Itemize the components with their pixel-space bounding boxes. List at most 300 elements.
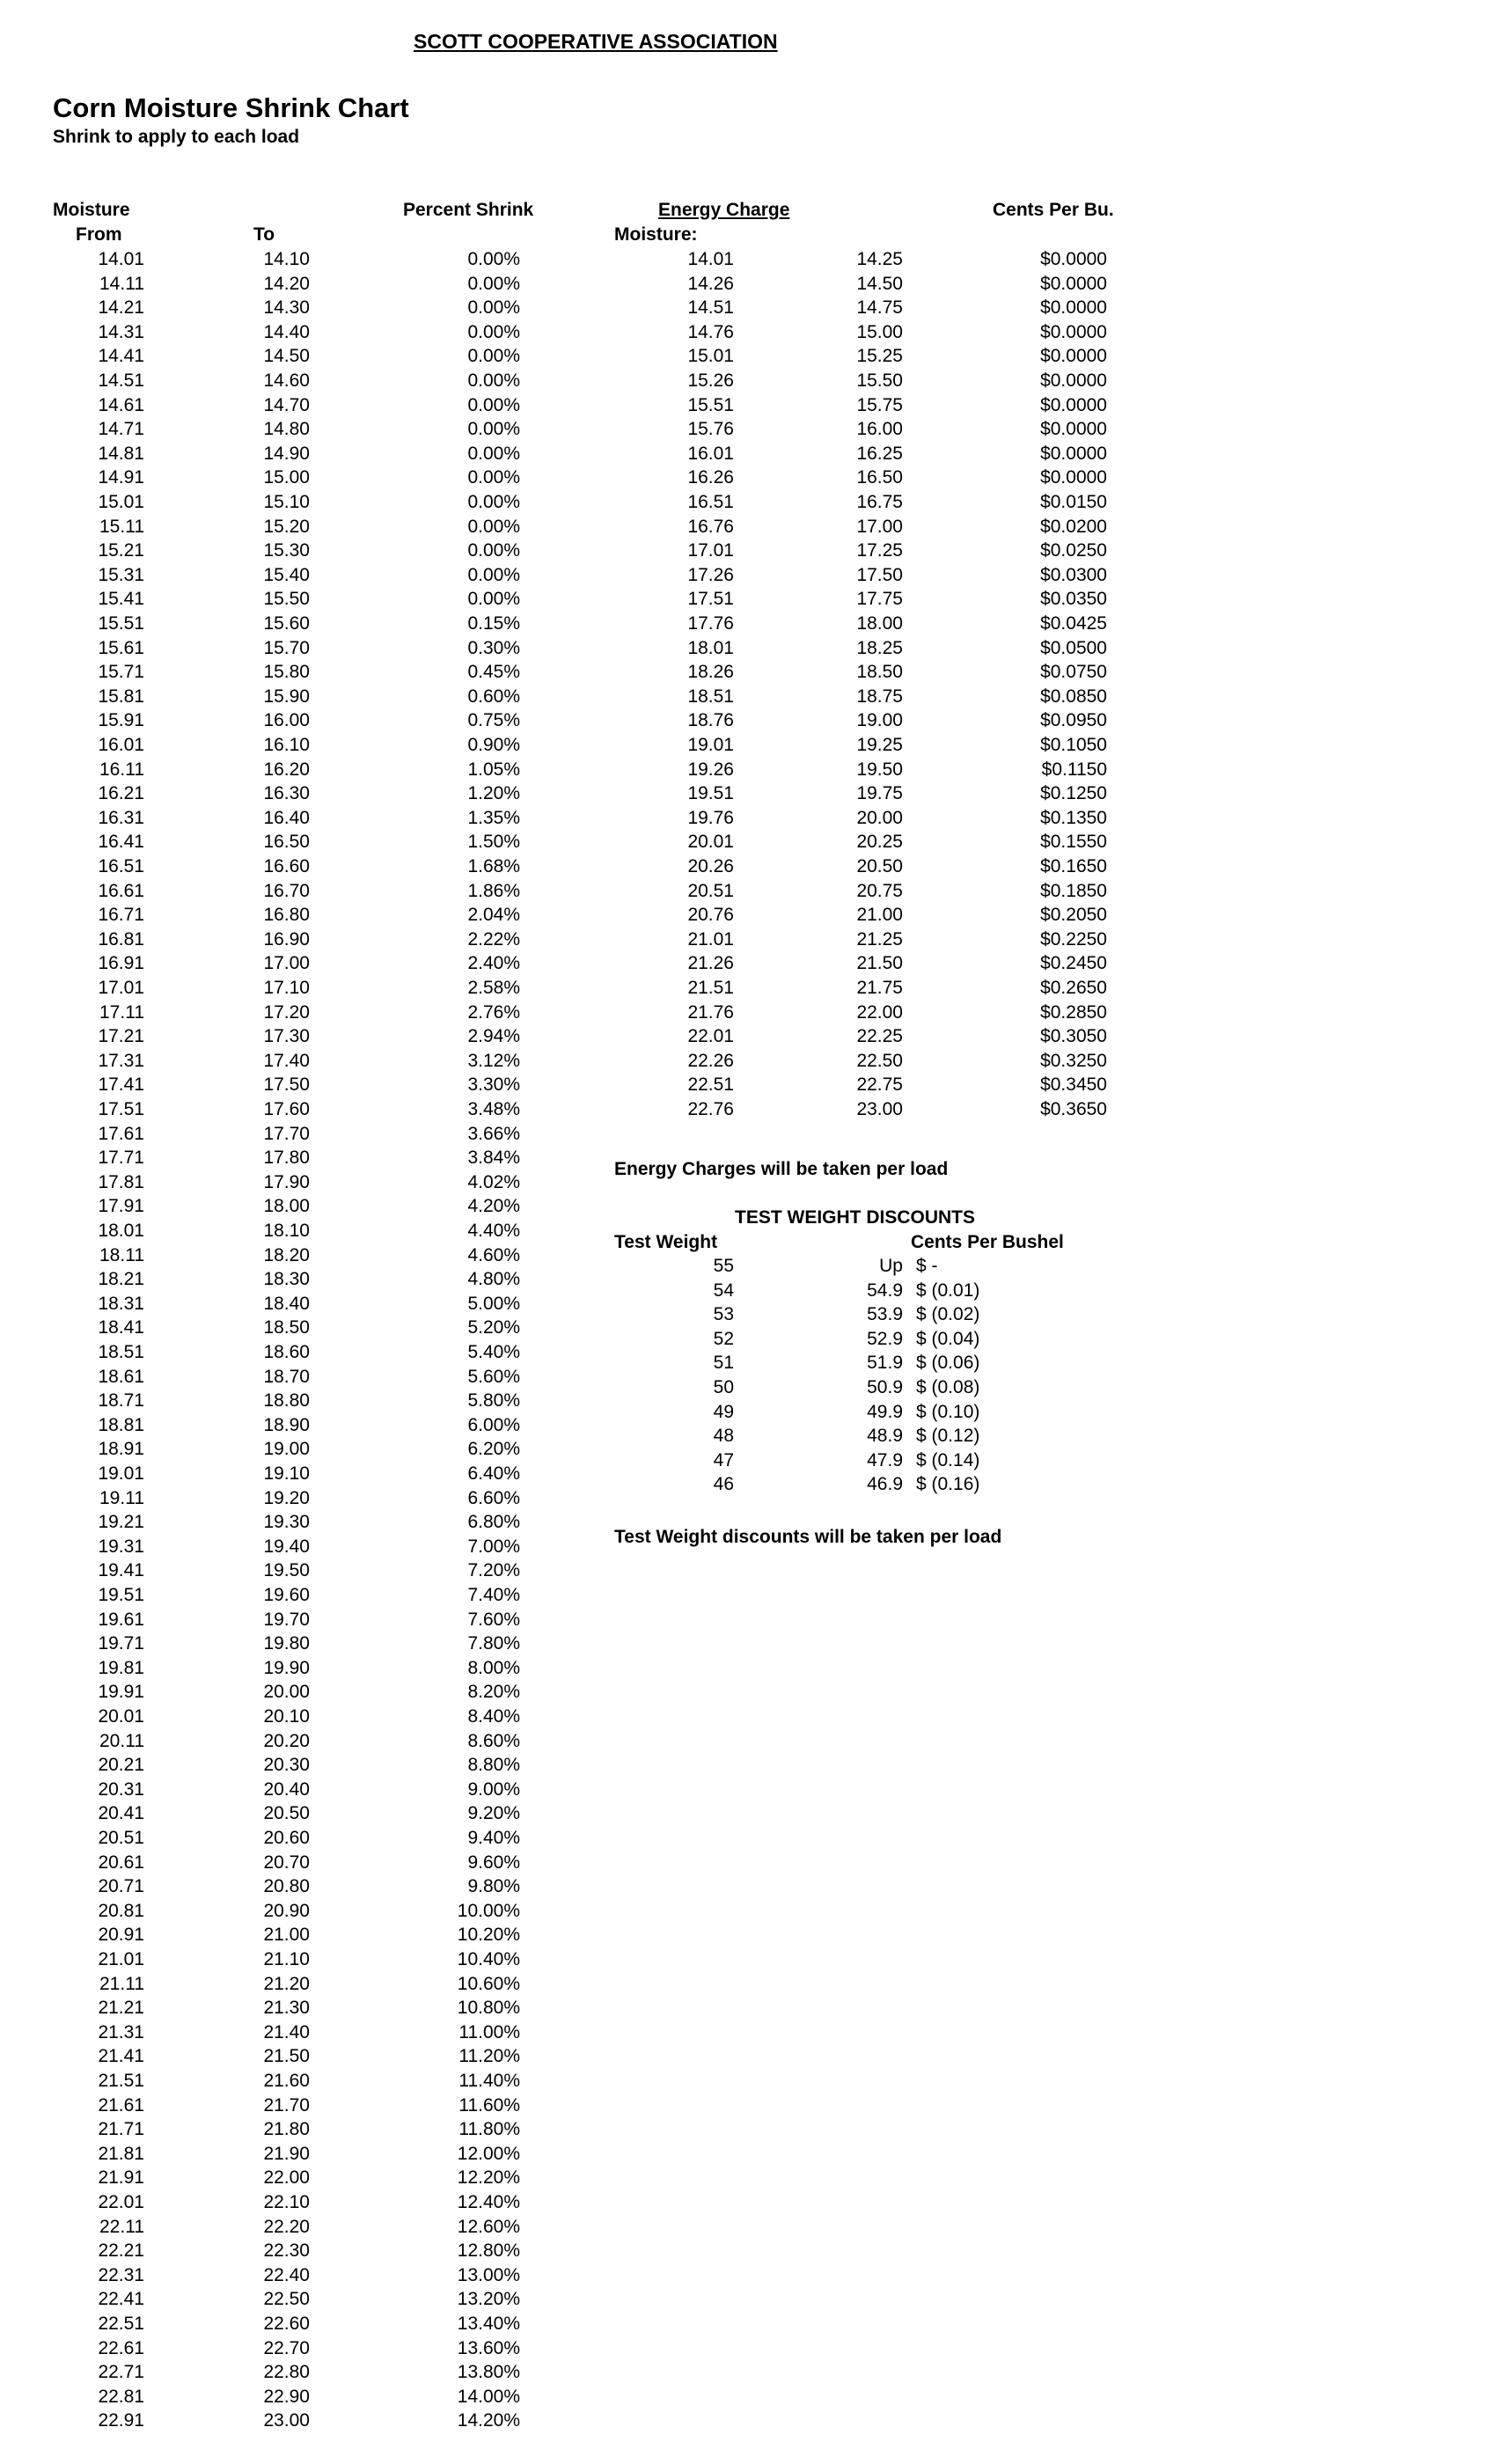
shrink-row-cell: 21.60 xyxy=(263,2071,310,2091)
shrink-row-cell: 18.90 xyxy=(263,1414,310,1435)
shrink-row-cell: 18.81 xyxy=(98,1414,144,1435)
tw-row-cell: 46 xyxy=(713,1474,734,1495)
shrink-row-cell: 22.70 xyxy=(263,2337,310,2358)
energy-row-cell: 19.51 xyxy=(687,783,734,804)
shrink-row-cell: 14.00% xyxy=(457,2386,520,2407)
shrink-row-cell: 15.71 xyxy=(98,662,144,683)
energy-row-cell: $0.1650 xyxy=(1040,856,1107,876)
tw-row-cell: 47 xyxy=(713,1449,734,1470)
energy-row-cell: $0.3250 xyxy=(1040,1050,1107,1071)
shrink-row-cell: 22.20 xyxy=(263,2216,310,2237)
shrink-row-cell: 5.40% xyxy=(467,1342,520,1362)
energy-row-cell: 21.76 xyxy=(687,1001,734,1023)
shrink-row-cell: 14.80 xyxy=(263,419,310,440)
shrink-row-cell: 15.20 xyxy=(263,516,310,537)
shrink-row-cell: 22.31 xyxy=(98,2264,144,2285)
shrink-row-cell: 4.20% xyxy=(467,1196,520,1217)
shrink-row-cell: 19.61 xyxy=(98,1609,144,1630)
energy-row-cell: 23.00 xyxy=(856,1099,903,1119)
shrink-row-cell: 16.50 xyxy=(263,832,310,853)
energy-row-cell: 15.25 xyxy=(856,346,903,367)
shrink-row-cell: 15.51 xyxy=(98,613,144,634)
energy-row-cell: $0.0000 xyxy=(1040,346,1107,367)
shrink-row-cell: 15.10 xyxy=(263,492,310,512)
shrink-row-cell: 15.40 xyxy=(263,564,310,585)
shrink-row-cell: 17.70 xyxy=(263,1123,310,1144)
shrink-row-cell: 20.91 xyxy=(98,1925,144,1946)
shrink-row-cell: 0.00% xyxy=(467,273,520,294)
shrink-row-cell: 8.60% xyxy=(467,1730,520,1751)
tw-row-cell: 52.9 xyxy=(867,1328,903,1349)
shrink-row-cell: 15.11 xyxy=(99,516,144,537)
energy-row-cell: 17.26 xyxy=(687,564,734,585)
shrink-header-percent: Percent Shrink xyxy=(403,200,534,220)
test-weight-header-weight: Test Weight xyxy=(614,1232,718,1252)
shrink-row-cell: 14.30 xyxy=(263,297,310,319)
shrink-row-cell: 15.90 xyxy=(263,686,310,707)
shrink-row-cell: 4.60% xyxy=(467,1244,520,1265)
tw-row-cell: $ (0.16) xyxy=(916,1474,980,1495)
energy-row-cell: 20.25 xyxy=(856,832,903,853)
shrink-header-from: From xyxy=(76,224,122,245)
tw-row-cell: $ - xyxy=(916,1256,938,1276)
shrink-row-cell: 22.61 xyxy=(98,2337,144,2358)
shrink-row-cell: 15.30 xyxy=(263,540,310,561)
shrink-row-cell: 22.01 xyxy=(98,2192,144,2212)
shrink-row-cell: 18.80 xyxy=(263,1390,310,1412)
energy-row-cell: 15.75 xyxy=(856,394,903,415)
shrink-row-cell: 22.40 xyxy=(263,2264,310,2285)
shrink-row-cell: 21.00 xyxy=(263,1925,310,1946)
energy-row-cell: 21.50 xyxy=(856,953,903,974)
shrink-row-cell: 20.11 xyxy=(99,1730,144,1751)
test-weight-title: TEST WEIGHT DISCOUNTS xyxy=(735,1207,975,1228)
energy-row-cell: $0.0500 xyxy=(1040,637,1107,658)
tw-row-cell: 46.9 xyxy=(867,1474,903,1495)
energy-row-cell: $0.0425 xyxy=(1040,613,1107,634)
shrink-row-cell: 1.50% xyxy=(467,832,520,853)
shrink-row-cell: 19.71 xyxy=(98,1633,144,1654)
shrink-row-cell: 19.51 xyxy=(98,1585,144,1605)
shrink-row-cell: 7.80% xyxy=(467,1633,520,1654)
shrink-row-cell: 4.80% xyxy=(467,1269,520,1290)
shrink-row-cell: 21.40 xyxy=(263,2021,310,2042)
shrink-row-cell: 13.20% xyxy=(457,2289,520,2310)
shrink-row-cell: 22.10 xyxy=(263,2192,310,2212)
tw-row-cell: $ (0.01) xyxy=(916,1280,980,1301)
shrink-row-cell: 20.20 xyxy=(263,1730,310,1751)
shrink-row-cell: 17.51 xyxy=(98,1099,144,1119)
shrink-row-cell: 22.51 xyxy=(98,2314,144,2334)
energy-row-cell: $0.2250 xyxy=(1040,928,1107,950)
shrink-row-cell: 17.61 xyxy=(98,1123,144,1144)
shrink-row-cell: 16.20 xyxy=(263,759,310,780)
shrink-row-cell: 0.00% xyxy=(467,443,520,464)
shrink-row-cell: 16.30 xyxy=(263,783,310,804)
shrink-row-cell: 13.80% xyxy=(457,2362,520,2383)
shrink-row-cell: 16.00 xyxy=(263,710,310,731)
energy-row-cell: 18.75 xyxy=(856,686,903,707)
shrink-row-cell: 18.10 xyxy=(263,1221,310,1241)
energy-row-cell: $0.3650 xyxy=(1040,1099,1107,1119)
shrink-row-cell: 19.40 xyxy=(263,1536,310,1557)
energy-row-cell: 16.26 xyxy=(687,467,734,488)
shrink-row-cell: 0.90% xyxy=(467,735,520,755)
energy-row-cell: $0.0000 xyxy=(1040,394,1107,415)
energy-row-cell: 16.51 xyxy=(687,492,734,512)
energy-row-cell: 21.00 xyxy=(856,905,903,926)
shrink-row-cell: 8.00% xyxy=(467,1657,520,1678)
shrink-row-cell: 21.91 xyxy=(98,2167,144,2189)
shrink-row-cell: 20.21 xyxy=(98,1755,144,1776)
shrink-row-cell: 18.21 xyxy=(98,1269,144,1290)
shrink-row-cell: 0.00% xyxy=(467,249,520,269)
energy-row-cell: 17.51 xyxy=(687,589,734,610)
shrink-header-moisture: Moisture xyxy=(53,200,130,220)
shrink-row-cell: 22.71 xyxy=(98,2362,144,2383)
shrink-row-cell: 16.21 xyxy=(98,783,144,804)
shrink-row-cell: 14.81 xyxy=(98,443,144,464)
shrink-row-cell: 1.86% xyxy=(467,880,520,901)
page-subtitle: Shrink to apply to each load xyxy=(53,127,300,147)
tw-row-cell: $ (0.02) xyxy=(916,1304,980,1325)
shrink-row-cell: 5.80% xyxy=(467,1390,520,1412)
shrink-row-cell: 14.31 xyxy=(98,321,144,342)
shrink-row-cell: 12.80% xyxy=(457,2240,520,2262)
shrink-row-cell: 21.71 xyxy=(98,2119,144,2140)
shrink-row-cell: 2.58% xyxy=(467,978,520,998)
shrink-row-cell: 22.11 xyxy=(99,2216,144,2237)
shrink-row-cell: 18.30 xyxy=(263,1269,310,1290)
shrink-row-cell: 12.20% xyxy=(457,2167,520,2189)
energy-row-cell: 20.76 xyxy=(687,905,734,926)
energy-moisture-label: Moisture: xyxy=(614,224,698,245)
shrink-row-cell: 19.21 xyxy=(98,1512,144,1533)
energy-row-cell: $0.0000 xyxy=(1040,467,1107,488)
energy-header-cents: Cents Per Bu. xyxy=(993,200,1114,220)
energy-row-cell: $0.0850 xyxy=(1040,686,1107,707)
energy-row-cell: 18.26 xyxy=(687,662,734,683)
shrink-row-cell: 6.20% xyxy=(467,1439,520,1460)
shrink-row-cell: 14.71 xyxy=(98,419,144,440)
shrink-row-cell: 17.30 xyxy=(263,1026,310,1047)
test-weight-header-cents: Cents Per Bushel xyxy=(911,1232,1064,1252)
energy-row-cell: 16.76 xyxy=(687,516,734,537)
shrink-row-cell: 14.40 xyxy=(263,321,310,342)
tw-row-cell: $ (0.10) xyxy=(916,1401,980,1422)
shrink-row-cell: 18.11 xyxy=(99,1244,144,1265)
shrink-row-cell: 21.50 xyxy=(263,2046,310,2067)
shrink-row-cell: 11.60% xyxy=(458,2094,520,2116)
shrink-row-cell: 13.60% xyxy=(457,2337,520,2358)
energy-row-cell: 22.75 xyxy=(856,1074,903,1096)
shrink-row-cell: 18.71 xyxy=(98,1390,144,1412)
tw-row-cell: Up xyxy=(879,1256,903,1276)
tw-row-cell: 53 xyxy=(713,1304,734,1325)
shrink-row-cell: 19.11 xyxy=(99,1487,144,1508)
shrink-row-cell: 15.70 xyxy=(263,637,310,658)
shrink-row-cell: 22.21 xyxy=(98,2240,144,2262)
shrink-row-cell: 14.10 xyxy=(263,249,310,269)
shrink-row-cell: 18.50 xyxy=(263,1317,310,1338)
shrink-row-cell: 10.40% xyxy=(457,1949,520,1969)
shrink-row-cell: 2.04% xyxy=(467,905,520,926)
shrink-row-cell: 16.70 xyxy=(263,880,310,901)
shrink-row-cell: 16.31 xyxy=(98,807,144,828)
energy-header: Energy Charge xyxy=(658,200,790,220)
shrink-row-cell: 21.10 xyxy=(263,1949,310,1969)
shrink-row-cell: 0.00% xyxy=(467,394,520,415)
shrink-row-cell: 14.01 xyxy=(98,249,144,269)
shrink-row-cell: 20.60 xyxy=(263,1828,310,1848)
energy-row-cell: 21.75 xyxy=(856,978,903,998)
shrink-row-cell: 16.90 xyxy=(263,928,310,950)
organization-name: SCOTT COOPERATIVE ASSOCIATION xyxy=(414,30,778,53)
shrink-row-cell: 16.01 xyxy=(98,735,144,755)
shrink-row-cell: 0.00% xyxy=(467,492,520,512)
shrink-row-cell: 18.61 xyxy=(98,1366,144,1387)
energy-row-cell: 14.76 xyxy=(687,321,734,342)
shrink-row-cell: 20.31 xyxy=(98,1778,144,1800)
shrink-row-cell: 14.61 xyxy=(98,394,144,415)
energy-row-cell: 22.01 xyxy=(687,1026,734,1047)
tw-row-cell: 48.9 xyxy=(867,1426,903,1447)
shrink-row-cell: 2.22% xyxy=(467,928,520,950)
shrink-row-cell: 20.01 xyxy=(98,1706,144,1727)
energy-row-cell: 19.50 xyxy=(856,759,903,780)
shrink-row-cell: 21.61 xyxy=(98,2094,144,2116)
shrink-row-cell: 16.91 xyxy=(98,953,144,974)
energy-row-cell: $0.1150 xyxy=(1041,759,1107,780)
energy-row-cell: $0.3450 xyxy=(1040,1074,1107,1096)
shrink-row-cell: 19.00 xyxy=(263,1439,310,1460)
energy-row-cell: $0.1250 xyxy=(1040,783,1107,804)
shrink-row-cell: 0.30% xyxy=(467,637,520,658)
energy-row-cell: 15.01 xyxy=(687,346,734,367)
shrink-row-cell: 21.30 xyxy=(263,1998,310,2019)
shrink-row-cell: 22.91 xyxy=(98,2410,144,2431)
tw-row-cell: 47.9 xyxy=(867,1449,903,1470)
shrink-row-cell: 20.70 xyxy=(263,1852,310,1873)
shrink-row-cell: 0.00% xyxy=(467,419,520,440)
shrink-row-cell: 19.50 xyxy=(263,1560,310,1581)
energy-row-cell: 20.51 xyxy=(687,880,734,901)
shrink-row-cell: 6.40% xyxy=(467,1463,520,1484)
shrink-row-cell: 21.90 xyxy=(263,2143,310,2164)
shrink-row-cell: 9.60% xyxy=(467,1852,520,1873)
shrink-row-cell: 3.84% xyxy=(467,1148,520,1169)
shrink-row-cell: 0.00% xyxy=(467,589,520,610)
energy-row-cell: $0.0750 xyxy=(1040,662,1107,683)
shrink-row-cell: 21.81 xyxy=(98,2143,144,2164)
shrink-row-cell: 19.01 xyxy=(98,1463,144,1484)
shrink-row-cell: 6.00% xyxy=(467,1414,520,1435)
shrink-row-cell: 20.41 xyxy=(98,1803,144,1824)
energy-row-cell: $0.0000 xyxy=(1040,297,1107,319)
shrink-row-cell: 15.91 xyxy=(98,710,144,731)
shrink-row-cell: 14.20% xyxy=(457,2410,520,2431)
energy-row-cell: 22.00 xyxy=(856,1001,903,1023)
shrink-row-cell: 11.40% xyxy=(458,2071,520,2091)
shrink-row-cell: 0.00% xyxy=(467,370,520,391)
shrink-row-cell: 20.50 xyxy=(263,1803,310,1824)
shrink-header-to: To xyxy=(253,224,275,245)
energy-row-cell: 18.01 xyxy=(687,637,734,658)
energy-row-cell: 14.75 xyxy=(856,297,903,319)
shrink-row-cell: 10.80% xyxy=(457,1998,520,2019)
shrink-row-cell: 12.60% xyxy=(457,2216,520,2237)
energy-row-cell: 15.00 xyxy=(856,321,903,342)
shrink-row-cell: 17.60 xyxy=(263,1099,310,1119)
shrink-row-cell: 14.51 xyxy=(98,370,144,391)
shrink-row-cell: 7.00% xyxy=(467,1536,520,1557)
energy-row-cell: 18.51 xyxy=(687,686,734,707)
energy-row-cell: 15.26 xyxy=(687,370,734,391)
shrink-row-cell: 21.31 xyxy=(98,2021,144,2042)
energy-row-cell: 18.50 xyxy=(856,662,903,683)
shrink-row-cell: 19.70 xyxy=(263,1609,310,1630)
shrink-row-cell: 14.41 xyxy=(98,346,144,367)
energy-row-cell: 14.50 xyxy=(856,273,903,294)
shrink-row-cell: 15.81 xyxy=(98,686,144,707)
tw-row-cell: 54.9 xyxy=(867,1280,903,1301)
shrink-row-cell: 16.81 xyxy=(98,928,144,950)
shrink-row-cell: 19.81 xyxy=(98,1657,144,1678)
shrink-row-cell: 0.00% xyxy=(467,297,520,319)
shrink-row-cell: 22.80 xyxy=(263,2362,310,2383)
shrink-row-cell: 22.90 xyxy=(263,2386,310,2407)
energy-row-cell: 21.51 xyxy=(687,978,734,998)
shrink-row-cell: 20.00 xyxy=(263,1682,310,1703)
shrink-row-cell: 17.20 xyxy=(263,1001,310,1023)
shrink-row-cell: 14.11 xyxy=(99,273,144,294)
tw-row-cell: 53.9 xyxy=(867,1304,903,1325)
energy-row-cell: 18.25 xyxy=(856,637,903,658)
energy-row-cell: 16.25 xyxy=(856,443,903,464)
energy-row-cell: 14.51 xyxy=(687,297,734,319)
energy-row-cell: $0.0000 xyxy=(1040,249,1107,269)
energy-row-cell: 20.50 xyxy=(856,856,903,876)
shrink-row-cell: 3.12% xyxy=(467,1050,520,1071)
energy-row-cell: 18.00 xyxy=(856,613,903,634)
tw-row-cell: 49.9 xyxy=(867,1401,903,1422)
shrink-row-cell: 12.40% xyxy=(457,2192,520,2212)
energy-row-cell: 22.50 xyxy=(856,1050,903,1071)
shrink-row-cell: 15.00 xyxy=(263,467,310,488)
energy-row-cell: 20.26 xyxy=(687,856,734,876)
energy-note: Energy Charges will be taken per load xyxy=(614,1159,949,1179)
shrink-row-cell: 22.60 xyxy=(263,2314,310,2334)
energy-row-cell: 16.01 xyxy=(687,443,734,464)
energy-row-cell: $0.2450 xyxy=(1040,953,1107,974)
shrink-row-cell: 0.45% xyxy=(467,662,520,683)
shrink-row-cell: 18.00 xyxy=(263,1196,310,1217)
shrink-row-cell: 9.20% xyxy=(467,1803,520,1824)
shrink-row-cell: 16.40 xyxy=(263,807,310,828)
shrink-row-cell: 18.20 xyxy=(263,1244,310,1265)
shrink-row-cell: 17.10 xyxy=(263,978,310,998)
energy-row-cell: $0.1050 xyxy=(1040,735,1107,755)
energy-row-cell: 16.00 xyxy=(856,419,903,440)
shrink-row-cell: 14.70 xyxy=(263,394,310,415)
energy-row-cell: 21.26 xyxy=(687,953,734,974)
shrink-row-cell: 0.00% xyxy=(467,346,520,367)
energy-row-cell: $0.2050 xyxy=(1040,905,1107,926)
shrink-row-cell: 0.75% xyxy=(467,710,520,731)
energy-row-cell: $0.0200 xyxy=(1040,516,1107,537)
shrink-row-cell: 17.31 xyxy=(98,1050,144,1071)
energy-row-cell: 22.25 xyxy=(856,1026,903,1047)
energy-row-cell: $0.0150 xyxy=(1040,492,1107,512)
tw-row-cell: 55 xyxy=(713,1256,734,1276)
shrink-row-cell: 17.81 xyxy=(98,1171,144,1192)
shrink-row-cell: 15.80 xyxy=(263,662,310,683)
shrink-row-cell: 16.80 xyxy=(263,905,310,926)
shrink-row-cell: 19.10 xyxy=(263,1463,310,1484)
shrink-row-cell: 8.80% xyxy=(467,1755,520,1776)
shrink-row-cell: 15.21 xyxy=(98,540,144,561)
shrink-row-cell: 19.30 xyxy=(263,1512,310,1533)
shrink-row-cell: 19.90 xyxy=(263,1657,310,1678)
energy-row-cell: 17.50 xyxy=(856,564,903,585)
shrink-row-cell: 10.00% xyxy=(457,1900,520,1921)
tw-row-cell: 50.9 xyxy=(867,1377,903,1397)
tw-row-cell: 52 xyxy=(713,1328,734,1349)
shrink-row-cell: 18.60 xyxy=(263,1342,310,1362)
shrink-row-cell: 17.71 xyxy=(98,1148,144,1169)
energy-row-cell: 16.50 xyxy=(856,467,903,488)
shrink-row-cell: 13.00% xyxy=(457,2264,520,2285)
energy-row-cell: 21.01 xyxy=(687,928,734,950)
shrink-row-cell: 4.02% xyxy=(467,1171,520,1192)
energy-row-cell: $0.0000 xyxy=(1040,443,1107,464)
shrink-row-cell: 17.11 xyxy=(99,1001,144,1023)
energy-row-cell: $0.0000 xyxy=(1040,370,1107,391)
shrink-row-cell: 3.66% xyxy=(467,1123,520,1144)
energy-row-cell: 15.76 xyxy=(687,419,734,440)
energy-row-cell: $0.0250 xyxy=(1040,540,1107,561)
shrink-row-cell: 14.21 xyxy=(98,297,144,319)
shrink-row-cell: 7.60% xyxy=(467,1609,520,1630)
shrink-row-cell: 15.60 xyxy=(263,613,310,634)
tw-row-cell: 51 xyxy=(713,1353,734,1374)
shrink-row-cell: 14.60 xyxy=(263,370,310,391)
shrink-row-cell: 18.70 xyxy=(263,1366,310,1387)
shrink-row-cell: 20.71 xyxy=(98,1876,144,1897)
energy-row-cell: 18.76 xyxy=(687,710,734,731)
shrink-row-cell: 9.40% xyxy=(467,1828,520,1848)
tw-row-cell: 48 xyxy=(713,1426,734,1447)
energy-row-cell: 15.51 xyxy=(687,394,734,415)
shrink-row-cell: 5.20% xyxy=(467,1317,520,1338)
energy-row-cell: $0.1550 xyxy=(1040,832,1107,853)
shrink-row-cell: 1.68% xyxy=(467,856,520,876)
energy-row-cell: 20.01 xyxy=(687,832,734,853)
shrink-row-cell: 18.40 xyxy=(263,1293,310,1314)
shrink-row-cell: 9.00% xyxy=(467,1778,520,1800)
test-weight-note: Test Weight discounts will be taken per load xyxy=(614,1527,1002,1547)
shrink-row-cell: 21.20 xyxy=(263,1973,310,1994)
shrink-row-cell: 1.20% xyxy=(467,783,520,804)
shrink-row-cell: 14.50 xyxy=(263,346,310,367)
shrink-row-cell: 17.91 xyxy=(98,1196,144,1217)
energy-row-cell: 17.25 xyxy=(856,540,903,561)
energy-row-cell: 19.01 xyxy=(687,735,734,755)
tw-row-cell: 54 xyxy=(713,1280,734,1301)
energy-row-cell: 21.25 xyxy=(856,928,903,950)
tw-row-cell: 49 xyxy=(713,1401,734,1422)
shrink-row-cell: 16.41 xyxy=(98,832,144,853)
